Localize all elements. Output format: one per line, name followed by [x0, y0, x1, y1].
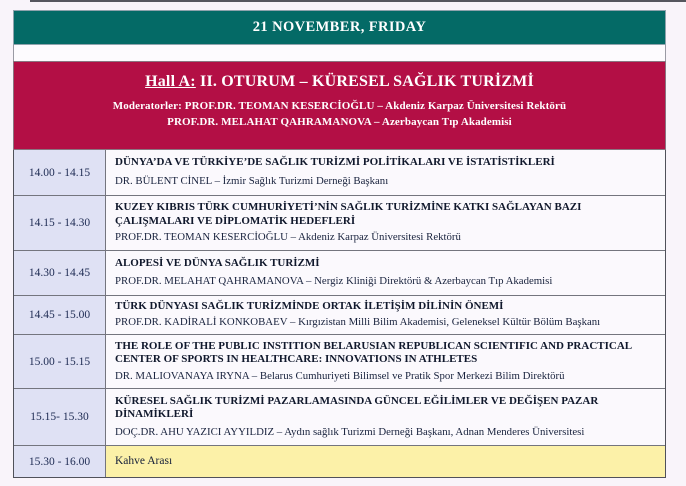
time-cell: 14.15 - 14.30 — [14, 196, 106, 250]
schedule-row — [14, 196, 665, 251]
schedule-row — [14, 251, 665, 296]
session-title: KUZEY KIBRIS TÜRK CUMHURİYETİ’NİN SAĞLIK TURİZMİNE KATKI SAĞLAYAN BAZI ÇALIŞMALARI VE DİPLOMATİK HEDEFLERİ — [115, 200, 582, 227]
session-title: DÜNYA’DA VE TÜRKİYE’DE SAĞLIK TURİZMİ POLİTİKALARI VE İSTATİSTİKLERİ — [115, 156, 555, 169]
schedule-table — [13, 150, 666, 478]
session-title: TÜRK DÜNYASI SAĞLIK TURİZMİNDE ORTAK İLETİŞİM DİLİNİN ÖNEMİ — [115, 300, 504, 313]
session-cell — [106, 296, 665, 334]
time-cell: 15.00 - 15.15 — [14, 335, 106, 388]
session-cell — [106, 150, 665, 195]
date-header — [13, 10, 666, 45]
time-cell: 15.15- 15.30 — [14, 389, 106, 445]
session-title: II. OTURUM – KÜRESEL SAĞLIK TURİZMİ — [200, 73, 534, 90]
coffee-break-cell — [106, 446, 665, 477]
schedule-row — [14, 296, 665, 335]
session-speaker: DR. BÜLENT CİNEL – İzmir Sağlık Turizmi Derneği Başkanı — [115, 174, 389, 187]
session-cell — [106, 196, 665, 250]
date-header-label: 21 NOVEMBER, FRIDAY — [252, 19, 427, 35]
session-speaker: PROF.DR. TEOMAN KESERCİOĞLU – Akdeniz Karpaz Üniversitesi Rektörü — [115, 231, 461, 244]
moderator-name: PROF.DR. MELAHAT QAHRAMANOVA – Azerbaycan Tıp Akademisi — [167, 116, 512, 128]
time-cell: 14.30 - 14.45 — [14, 251, 106, 295]
schedule-row — [14, 389, 665, 446]
moderator-line — [14, 116, 665, 128]
spacer-row — [13, 45, 666, 61]
session-cell — [106, 335, 665, 388]
session-title: KÜRESEL SAĞLIK TURİZMİ PAZARLAMASINDA GÜNCEL EĞİLİMLER VE DEĞİŞEN PAZAR DİNAMİKLERİ — [115, 394, 599, 421]
session-cell — [106, 251, 665, 295]
hall-label: Hall A: — [145, 73, 196, 90]
top-rule — [30, 0, 686, 2]
coffee-break-row — [14, 446, 665, 477]
session-title: ALOPESİ VE DÜNYA SAĞLIK TURİZMİ — [115, 257, 320, 270]
session-banner — [13, 61, 666, 150]
moderators-label: Moderatorler: — [112, 100, 182, 112]
session-title: THE ROLE OF THE PUBLIC INSTITION BELARUSIAN REPUBLICAN SCIENTIFIC AND PRACTICAL CENTER OF SPORTS IN HEALTHCARE: INNOVATIONS IN ATHLETES — [115, 339, 632, 366]
session-speaker: PROF.DR. MELAHAT QAHRAMANOVA – Nergiz Kliniği Direktörü & Azerbaycan Tıp Akademisi — [115, 274, 553, 287]
time-cell: 15.30 - 16.00 — [14, 446, 106, 477]
moderators-block — [14, 100, 665, 128]
session-speaker: PROF.DR. KADİRALİ KONKOBAEV – Kırgızistan Milli Bilim Akademisi, Geleneksel Kültür Bölüm Başkanı — [115, 315, 601, 328]
moderator-name: PROF.DR. TEOMAN KESERCİOĞLU – Akdeniz Karpaz Üniversitesi Rektörü — [184, 100, 567, 112]
coffee-break-label: Kahve Arası — [115, 455, 173, 467]
schedule-row — [14, 150, 665, 196]
hall-title — [14, 73, 665, 91]
session-cell — [106, 389, 665, 445]
program-document — [13, 10, 666, 478]
schedule-row — [14, 335, 665, 389]
session-speaker: DOÇ.DR. AHU YAZICI AYYILDIZ – Aydın sağlık Turizmi Derneği Başkanı, Adnan Menderes Üniversitesi — [115, 425, 585, 438]
moderator-line — [14, 100, 665, 112]
session-speaker: DR. MALIOVANAYA IRYNA – Belarus Cumhuriyeti Bilimsel ve Pratik Spor Merkezi Bilim Direktörü — [115, 369, 565, 382]
time-cell: 14.45 - 15.00 — [14, 296, 106, 334]
time-cell: 14.00 - 14.15 — [14, 150, 106, 195]
